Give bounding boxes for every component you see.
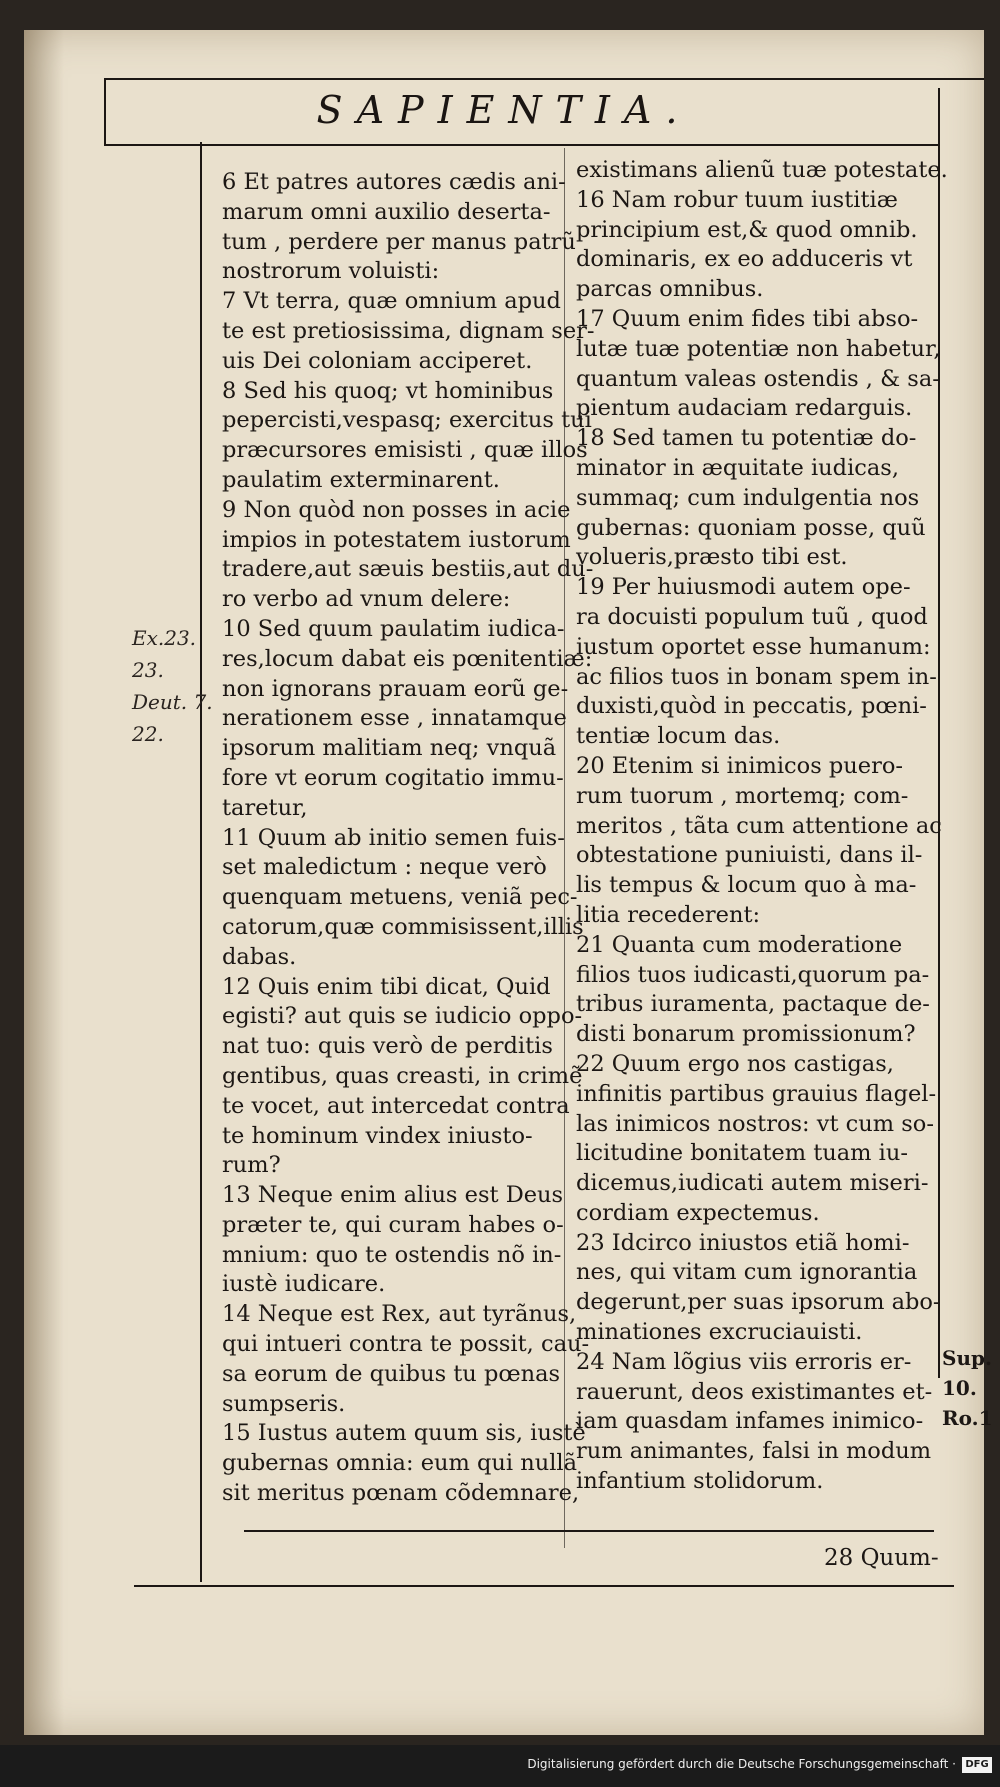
margin-note: 10.	[942, 1376, 977, 1400]
text-line: lutæ tuæ potentiæ non habetur,	[576, 335, 941, 362]
text-line: mnium: quo te ostendis nõ in-	[222, 1241, 562, 1268]
text-line: pientum audaciam redarguis.	[576, 395, 913, 422]
text-line: set maledictum : neque verò	[222, 854, 547, 881]
text-line: summaq; cum indulgentia nos	[576, 484, 920, 511]
text-line: nerationem esse , innatamque	[222, 705, 567, 732]
text-line: filios tuos iudicasti,quorum pa-	[576, 961, 930, 988]
text-line: rum animantes, falsi in modum	[576, 1438, 932, 1465]
text-line: sumpseris.	[222, 1390, 346, 1417]
left-frame-rule	[200, 142, 202, 1582]
left-text-column	[222, 168, 595, 1509]
header-bottom-rule	[104, 144, 940, 146]
text-line: te vocet, aut intercedat contra	[222, 1092, 570, 1119]
margin-note: Ro.1	[942, 1406, 993, 1430]
text-line: duxisti,quòd in peccatis, pœni-	[576, 693, 927, 720]
text-line: 14 Neque est Rex, aut tyrãnus,	[222, 1301, 577, 1328]
text-line: tum , perdere per manus patrũ	[222, 228, 576, 255]
margin-note: Ex.23.	[132, 626, 197, 650]
text-line: nat tuo: quis verò de perditis	[222, 1033, 553, 1060]
text-line: degerunt,per suas ipsorum abo-	[576, 1289, 941, 1316]
credit-text: Digitalisierung gefördert durch die Deutsche Forschungsgemeinschaft ·	[527, 1757, 956, 1771]
book-page	[24, 30, 993, 1735]
text-line: gubernas omnia: eum qui nullã	[222, 1450, 578, 1477]
text-line: 19 Per huiusmodi autem ope-	[576, 574, 911, 601]
page-spine-shadow	[24, 30, 64, 1735]
text-line: cordiam expectemus.	[576, 1199, 820, 1226]
text-line: 21 Quanta cum moderatione	[576, 931, 903, 958]
text-line: nes, qui vitam cum ignorantia	[576, 1259, 918, 1286]
text-line: 24 Nam lõgius viis erroris er-	[576, 1348, 912, 1375]
text-line: rum tuorum , mortemq; com-	[576, 782, 909, 809]
text-line: te hominum vindex iniusto-	[222, 1122, 533, 1149]
right-text-column	[576, 156, 956, 1497]
text-line: las inimicos nostros: vt cum so-	[576, 1110, 934, 1137]
text-line: lis tempus & locum quo à ma-	[576, 872, 917, 899]
text-line: tradere,aut sæuis bestiis,aut du-	[222, 556, 594, 583]
text-line: iustè iudicare.	[222, 1271, 386, 1298]
text-line: 13 Neque enim alius est Deus	[222, 1182, 564, 1209]
text-line: egisti? aut quis se iudicio oppo-	[222, 1003, 583, 1030]
text-line: minator in æquitate iudicas,	[576, 454, 899, 481]
text-line: dicemus,iudicati autem miseri-	[576, 1170, 929, 1197]
text-line: infinitis partibus grauius flagel-	[576, 1080, 937, 1107]
text-line: quenquam metuens, veniã pec-	[222, 884, 578, 911]
text-line: tribus iuramenta, pactaque de-	[576, 991, 930, 1018]
text-line: paulatim exterminarent.	[222, 466, 500, 493]
margin-note: Deut. 7.	[132, 690, 213, 714]
margin-note: 23.	[132, 658, 164, 682]
text-line: rum?	[222, 1152, 281, 1179]
text-line: dabas.	[222, 943, 297, 970]
text-line: 7 Vt terra, quæ omnium apud	[222, 288, 561, 315]
text-line: dominaris, ex eo adduceris vt	[576, 246, 913, 273]
text-line: marum omni auxilio deserta-	[222, 198, 551, 225]
bottom-rule	[244, 1530, 934, 1532]
text-line: parcas omnibus.	[576, 276, 764, 303]
text-line: gentibus, quas creasti, in crimẽ	[222, 1062, 583, 1089]
text-line: iustum oportet esse humanum:	[576, 633, 931, 660]
text-line: 12 Quis enim tibi dicat, Quid	[222, 973, 551, 1000]
text-line: ipsorum malitiam neq; vnquã	[222, 735, 557, 762]
margin-note: 22.	[132, 722, 164, 746]
text-line: 10 Sed quum paulatim iudica-	[222, 615, 565, 642]
text-line: res,locum dabat eis pœnitentiæ:	[222, 645, 593, 672]
text-line: nostrorum voluisti:	[222, 258, 440, 285]
digitization-credit-bar	[0, 1745, 1000, 1787]
text-line: ro verbo ad vnum delere:	[222, 586, 511, 613]
page-bottom-rule	[134, 1585, 954, 1587]
text-line: licitudine bonitatem tuam iu-	[576, 1140, 908, 1167]
text-line: 11 Quum ab initio semen fuis-	[222, 824, 565, 851]
text-line: sit meritus pœnam cõdemnare,	[222, 1480, 580, 1507]
text-line: iam quasdam infames inimico-	[576, 1408, 924, 1435]
text-line: impios in potestatem iustorum	[222, 526, 571, 553]
text-line: te est pretiosissima, dignam ser-	[222, 317, 595, 344]
text-line: non ignorans prauam eorũ ge-	[222, 675, 569, 702]
text-line: uis Dei coloniam acciperet.	[222, 347, 533, 374]
text-line: 22 Quum ergo nos castigas,	[576, 1050, 894, 1077]
page-title: SAPIENTIA.	[316, 88, 692, 132]
text-line: meritos , tãta cum attentione ac	[576, 812, 942, 839]
text-line: gubernas: quoniam posse, quũ	[576, 514, 926, 541]
text-line: præcursores emisisti , quæ illos	[222, 437, 588, 464]
text-line: catorum,quæ commisissent,illis	[222, 913, 584, 940]
text-line: præter te, qui curam habes o-	[222, 1211, 564, 1238]
text-line: ra docuisti populum tuũ , quod	[576, 603, 928, 630]
text-line: quantum valeas ostendis , & sa-	[576, 365, 940, 392]
text-line: qui intueri contra te possit, cau-	[222, 1331, 590, 1358]
text-line: 6 Et patres autores cædis ani-	[222, 169, 566, 195]
text-line: 16 Nam robur tuum iustitiæ	[576, 186, 898, 213]
text-line: existimans alienũ tuæ potestate.	[576, 157, 948, 183]
text-line: 20 Etenim si inimicos puero-	[576, 752, 904, 779]
text-line: tentiæ locum das.	[576, 723, 781, 750]
text-line: disti bonarum promissionum?	[576, 1021, 916, 1048]
margin-notes-left	[132, 622, 213, 750]
text-line: 8 Sed his quoq; vt hominibus	[222, 377, 554, 404]
margin-note: Sup.	[942, 1346, 992, 1370]
header-top-rule	[104, 78, 984, 80]
text-line: 9 Non quòd non posses in acie	[222, 496, 571, 523]
text-line: principium est,& quod omnib.	[576, 216, 918, 243]
text-line: 18 Sed tamen tu potentiæ do-	[576, 425, 917, 452]
text-line: infantium stolidorum.	[576, 1468, 824, 1495]
text-line: pepercisti,vespasq; exercitus tui	[222, 407, 592, 434]
text-line: sa eorum de quibus tu pœnas	[222, 1360, 561, 1387]
dfg-logo: DFG	[962, 1757, 992, 1773]
text-line: minationes excruciauisti.	[576, 1319, 863, 1346]
text-line: 23 Idcirco iniustos etiã homi-	[576, 1229, 910, 1256]
text-line: taretur,	[222, 794, 308, 821]
text-line: ac filios tuos in bonam spem in-	[576, 663, 937, 690]
text-line: 17 Quum enim fides tibi abso-	[576, 305, 919, 332]
text-line: rauerunt, deos existimantes et-	[576, 1378, 933, 1405]
text-line: volueris,præsto tibi est.	[576, 544, 848, 571]
text-line: 15 Iustus autem quum sis, iustè	[222, 1420, 586, 1447]
text-line: obtestatione puniuisti, dans il-	[576, 842, 923, 869]
catchword: 28 Quum-	[824, 1545, 939, 1571]
text-line: fore vt eorum cogitatio immu-	[222, 764, 564, 791]
text-line: litia recederent:	[576, 901, 761, 928]
